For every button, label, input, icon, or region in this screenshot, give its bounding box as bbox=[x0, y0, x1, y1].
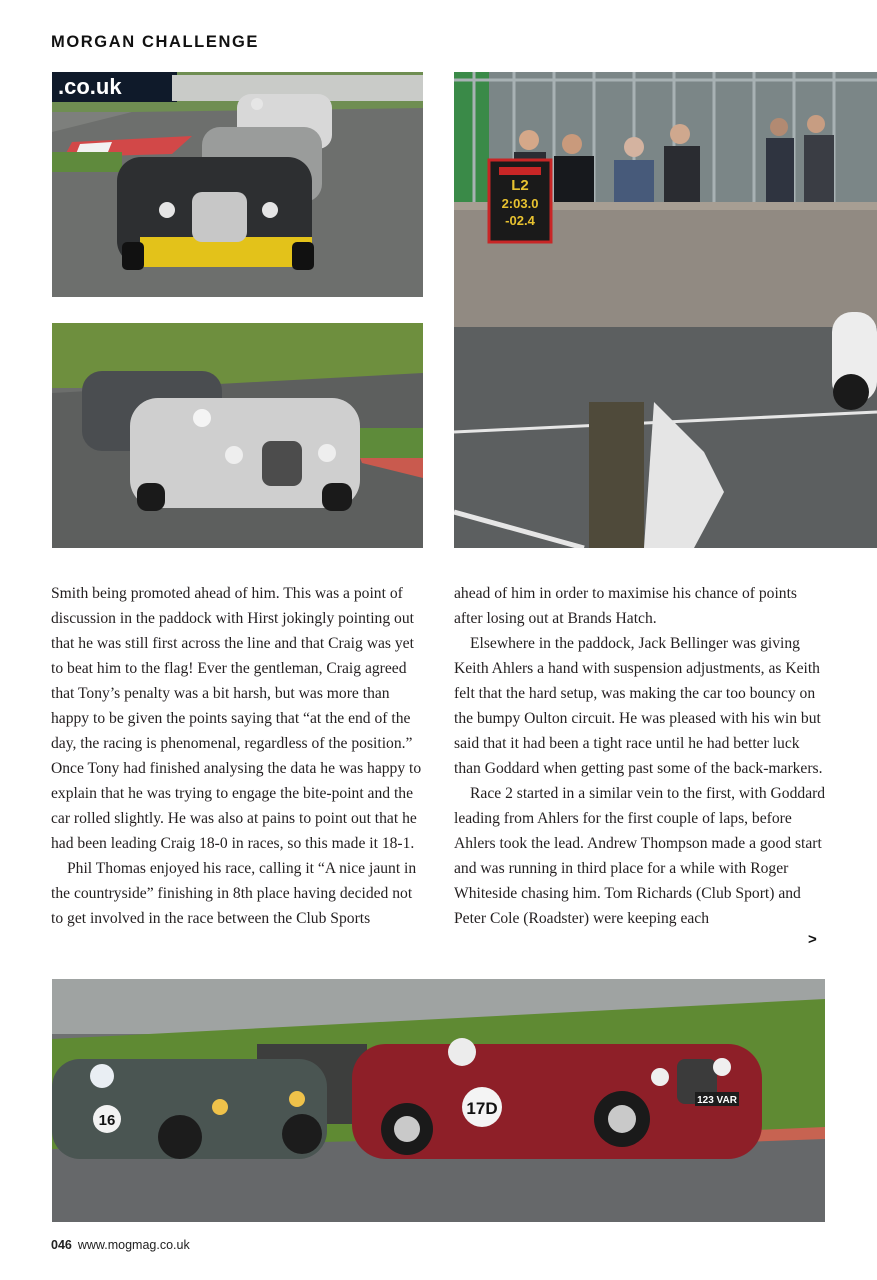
car-edge bbox=[832, 312, 877, 410]
paragraph: Elsewhere in the paddock, Jack Bellinger was giving Keith Ahlers a hand with suspension adjustments, as Keith felt that the hard setup, was making the car too bouncy on the bumpy Oulton circuit. He was pleased with his win but said that it had been a tight race until he had better luck than Goddard when getting past some of the back-markers. bbox=[454, 635, 823, 777]
paragraph: Phil Thomas enjoyed his race, calling it “A nice jaunt in the countryside” finishing in 8th place having decided not to get involved in the race between the Club Sports bbox=[51, 860, 417, 927]
car-number-17d: 17D bbox=[466, 1099, 498, 1118]
photo-morgans-in-line bbox=[52, 72, 423, 297]
board-line-2: 2:03.0 bbox=[501, 196, 539, 211]
website-link[interactable]: www.mogmag.co.uk bbox=[77, 1238, 190, 1252]
number-plate: 123 VAR bbox=[697, 1095, 737, 1106]
lap-board bbox=[489, 160, 551, 242]
board-line-3: -02.4 bbox=[505, 213, 535, 228]
banner-text: .co.uk bbox=[58, 74, 122, 99]
continue-arrow-icon: > bbox=[808, 931, 817, 948]
car-lead bbox=[117, 157, 314, 270]
paragraph: ahead of him in order to maximise his chance of points after losing out at Brands Hatch. bbox=[454, 585, 797, 627]
photo-silver-morgan bbox=[52, 323, 423, 548]
section-title: MORGAN CHALLENGE bbox=[51, 33, 260, 51]
article-column-left bbox=[51, 581, 423, 931]
paragraph: Race 2 started in a similar vein to the first, with Goddard leading from Ahlers for the first couple of laps, before Ahlers took the lead. Andrew Thompson made a good start and was running in third place for a while with Roger Whiteside chasing him. Tom Richards (Club Sport) and Peter Cole (Roadster) were keeping each bbox=[454, 785, 826, 927]
car-number-16: 16 bbox=[98, 1112, 116, 1129]
photo-grey-and-red-morgans bbox=[52, 979, 825, 1222]
board-line-1: L2 bbox=[511, 177, 529, 194]
photo-pit-wall-board bbox=[454, 72, 877, 548]
car-grey-16 bbox=[52, 1059, 327, 1159]
page-number: 046 bbox=[51, 1238, 72, 1252]
page-footer bbox=[51, 1238, 190, 1252]
article-column-right bbox=[454, 581, 826, 931]
paragraph: Smith being promoted ahead of him. This was a point of discussion in the paddock with Hirst jokingly pointing out that he was still first across the line and that Craig was yet to beat him to the flag! Ever the gentleman, Craig agreed that Tony’s penalty was a bit harsh, but was more than happy to be given the points saying that “at the end of the day, the racing is phenomenal, regardless of the position.” Once Tony had finished analysing the data he was happy to explain that he was trying to engage the bite-point and the car rolled slightly. He was also at pains to point out that he had been leading Craig 18-0 in races, so this made it 18-1. bbox=[51, 585, 422, 852]
car-silver bbox=[130, 398, 360, 511]
car-red-17d bbox=[352, 1038, 762, 1159]
